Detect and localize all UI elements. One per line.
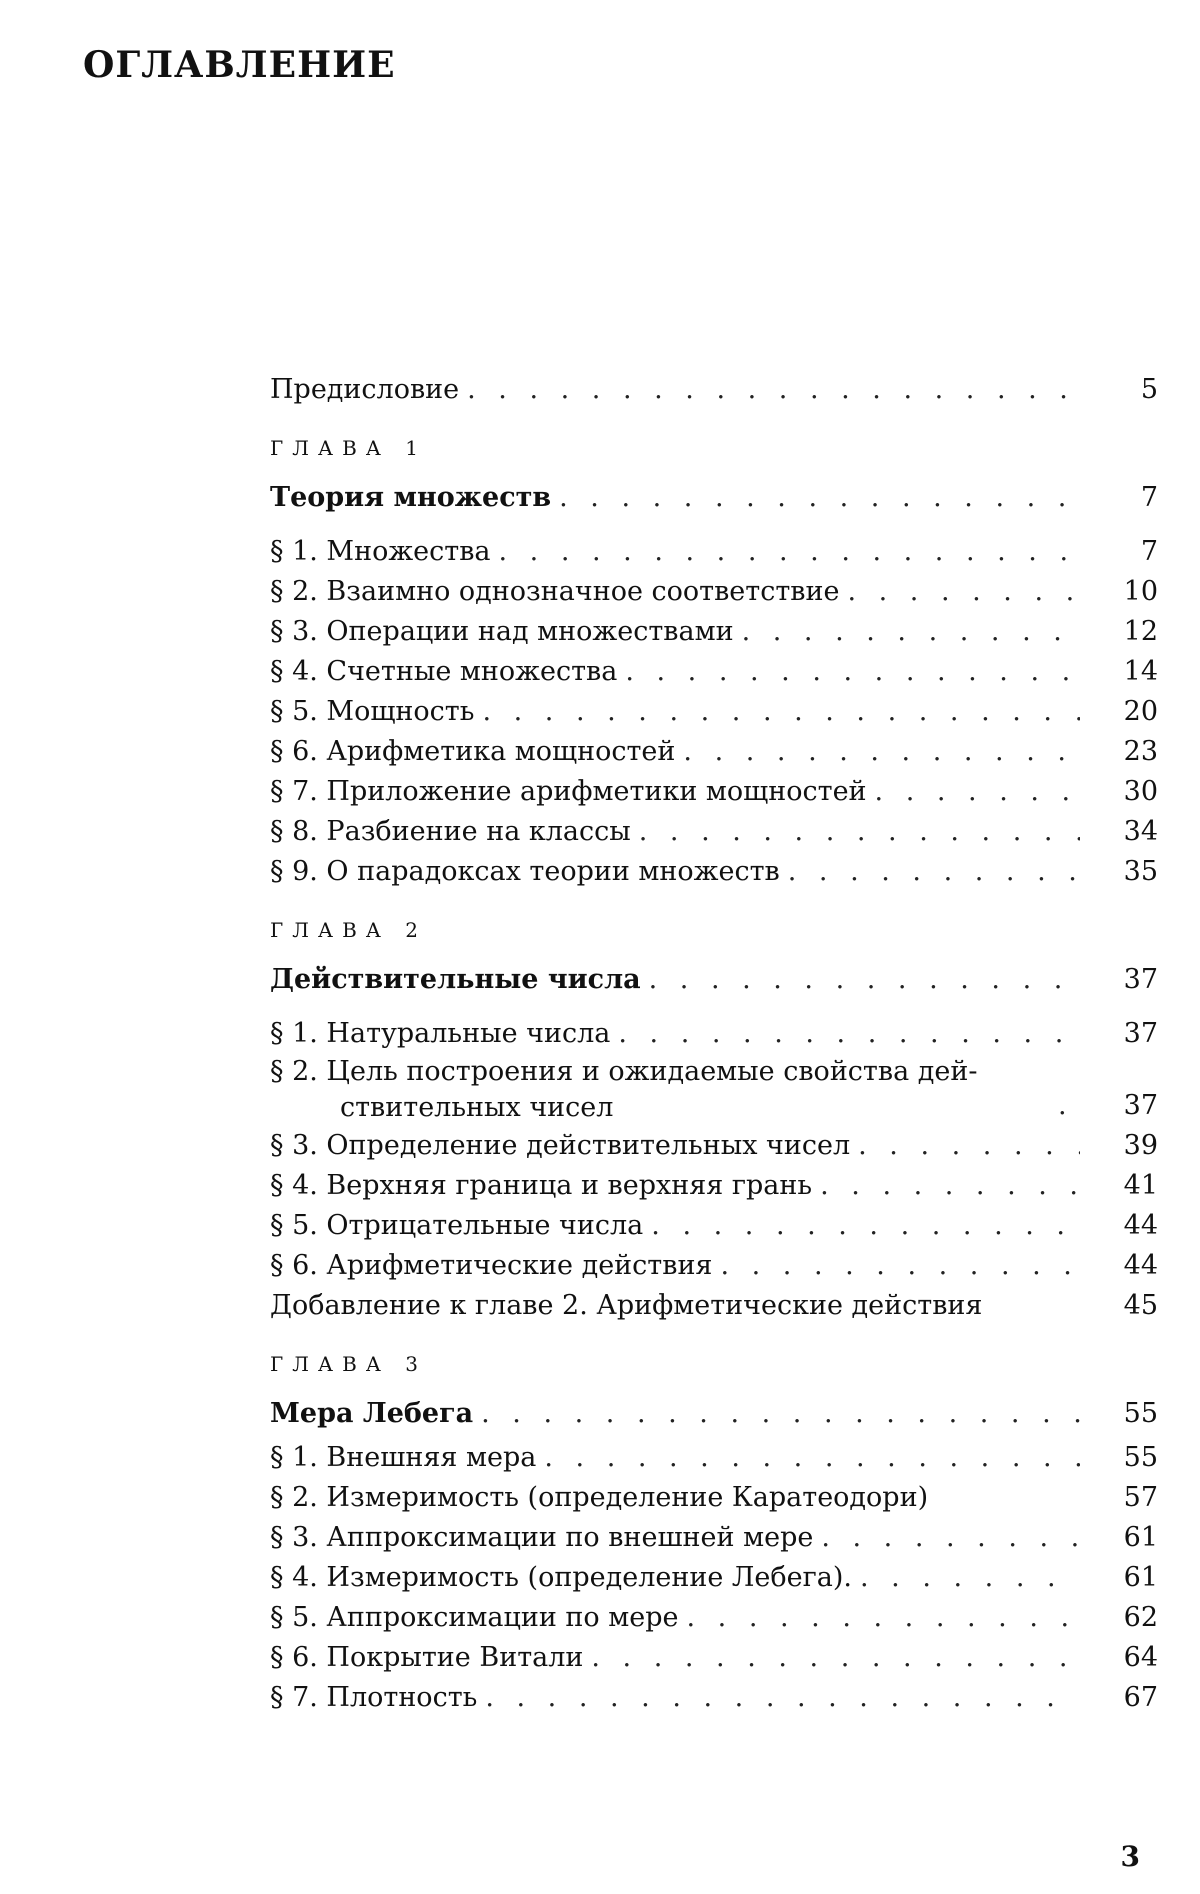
- toc-entry-page: 41: [1123, 1170, 1158, 1201]
- page-title: ОГЛАВЛЕНИЕ: [83, 44, 396, 86]
- chapter-title-page: 7: [1140, 482, 1158, 513]
- toc-entry-page: 67: [1123, 1682, 1158, 1713]
- toc-entry-page: 7: [1140, 536, 1158, 567]
- toc-entry: [270, 1246, 1158, 1286]
- toc-entry-label: § 1. Множества: [270, 536, 491, 567]
- toc-entry-label: § 2. Измеримость (определение Каратеодори): [270, 1482, 929, 1513]
- toc-entry: [270, 1286, 1158, 1326]
- toc-entry-label: § 4. Счетные множества: [270, 656, 618, 687]
- toc-entry-label: § 5. Аппроксимации по мере: [270, 1602, 679, 1633]
- dot-leader: [559, 478, 1080, 518]
- toc-entry-label: § 9. О парадоксах теории множеств: [270, 856, 780, 887]
- toc-entry-page: 39: [1123, 1130, 1158, 1161]
- toc-entry-page: 61: [1123, 1562, 1158, 1593]
- toc-entry-label: [270, 1054, 1050, 1126]
- chapter-title: [270, 478, 1158, 518]
- chapter-title-label: Теория множеств: [270, 482, 552, 513]
- table-of-contents: [270, 370, 1158, 1718]
- toc-entry-page: 44: [1123, 1210, 1158, 1241]
- toc-entry-page: 23: [1123, 736, 1158, 767]
- dot-leader: [720, 1246, 1080, 1286]
- chapter-tag: ГЛАВА 3: [270, 1352, 428, 1376]
- toc-entry-label: § 8. Разбиение на классы: [270, 816, 631, 847]
- toc-entry: [270, 1014, 1158, 1054]
- toc-entry-page: 20: [1123, 696, 1158, 727]
- toc-entry-page: 44: [1123, 1250, 1158, 1281]
- dot-leader: [742, 612, 1080, 652]
- toc-entry: [270, 652, 1158, 692]
- toc-entry: [270, 692, 1158, 732]
- toc-entry-label: § 1. Внешняя мера: [270, 1442, 537, 1473]
- dot-leader: [651, 1206, 1080, 1246]
- chapter-title: [270, 960, 1158, 1000]
- toc-entry-label: § 3. Операции над множествами: [270, 616, 734, 647]
- dot-leader: [858, 1126, 1080, 1166]
- toc-entry-label: Добавление к главе 2. Арифметические действия: [270, 1290, 983, 1321]
- dot-leader: [1058, 1086, 1080, 1126]
- toc-entry: [270, 1126, 1158, 1166]
- toc-entry-page: 10: [1123, 576, 1158, 607]
- dot-leader: [618, 1014, 1080, 1054]
- toc-entry-label: § 4. Верхняя граница и верхняя грань: [270, 1170, 813, 1201]
- dot-leader: [544, 1438, 1080, 1478]
- toc-entry-page: 37: [1123, 1090, 1158, 1121]
- toc-entry: [270, 852, 1158, 892]
- toc-entry-page: 62: [1123, 1602, 1158, 1633]
- toc-entry: [270, 532, 1158, 572]
- dot-leader: [591, 1638, 1080, 1678]
- toc-entry-label: § 3. Определение действительных чисел: [270, 1130, 851, 1161]
- toc-entry: [270, 1206, 1158, 1246]
- toc-entry: [270, 1478, 1158, 1518]
- toc-entry-label-line1: § 2. Цель построения и ожидаемые свойства дей-: [270, 1056, 978, 1087]
- toc-entry: [270, 1166, 1158, 1206]
- toc-entry-label: § 6. Покрытие Витали: [270, 1642, 584, 1673]
- toc-entry: [270, 1598, 1158, 1638]
- toc-entry-page: 14: [1123, 656, 1158, 687]
- toc-entry: [270, 812, 1158, 852]
- toc-entry-label: § 7. Плотность: [270, 1682, 478, 1713]
- toc-entry-page: 12: [1123, 616, 1158, 647]
- toc-entry-label-line2: ствительных чисел: [340, 1092, 614, 1123]
- toc-entry-preface: [270, 370, 1158, 410]
- toc-entry: [270, 1054, 1158, 1126]
- toc-entry-label: § 3. Аппроксимации по внешней мере: [270, 1522, 814, 1553]
- toc-entry-label: Предисловие: [270, 374, 460, 405]
- dot-leader: [625, 652, 1080, 692]
- toc-entry-page: 64: [1123, 1642, 1158, 1673]
- toc-entry: [270, 1678, 1158, 1718]
- toc-entry-page: 57: [1123, 1482, 1158, 1513]
- chapter-tag: ГЛАВА 2: [270, 918, 428, 942]
- dot-leader: [788, 852, 1080, 892]
- toc-entry-page: 34: [1123, 816, 1158, 847]
- dot-leader: [875, 772, 1080, 812]
- toc-entry-page: 35: [1123, 856, 1158, 887]
- dot-leader: [467, 370, 1080, 410]
- dot-leader: [481, 1394, 1080, 1434]
- dot-leader: [820, 1166, 1080, 1206]
- dot-leader: [687, 1598, 1080, 1638]
- toc-entry-label: § 5. Мощность: [270, 696, 475, 727]
- dot-leader: [847, 572, 1080, 612]
- dot-leader: [639, 812, 1080, 852]
- toc-entry: [270, 612, 1158, 652]
- toc-entry-label: § 5. Отрицательные числа: [270, 1210, 644, 1241]
- toc-entry-page: 45: [1123, 1290, 1158, 1321]
- chapter-title-page: 55: [1123, 1398, 1158, 1429]
- dot-leader: [499, 532, 1081, 572]
- chapter-title: [270, 1394, 1158, 1434]
- toc-entry-page: 61: [1123, 1522, 1158, 1553]
- toc-entry: [270, 1558, 1158, 1598]
- dot-leader: [649, 960, 1080, 1000]
- toc-entry: [270, 772, 1158, 812]
- chapter-title-page: 37: [1123, 964, 1158, 995]
- toc-entry-label: § 7. Приложение арифметики мощностей: [270, 776, 867, 807]
- toc-entry-page: 30: [1123, 776, 1158, 807]
- page-number: 3: [1120, 1840, 1140, 1873]
- toc-entry: [270, 1438, 1158, 1478]
- toc-entry: [270, 732, 1158, 772]
- dot-leader: [482, 692, 1080, 732]
- toc-entry-label: § 2. Взаимно однозначное соответствие: [270, 576, 840, 607]
- chapter-title-label: Действительные числа: [270, 964, 641, 995]
- toc-entry-label: § 4. Измеримость (определение Лебега).: [270, 1562, 852, 1593]
- toc-entry-label: § 1. Натуральные числа: [270, 1018, 611, 1049]
- dot-leader: [860, 1558, 1080, 1598]
- dot-leader: [485, 1678, 1080, 1718]
- dot-leader: [683, 732, 1080, 772]
- toc-entry-label: § 6. Арифметика мощностей: [270, 736, 676, 767]
- toc-entry: [270, 572, 1158, 612]
- toc-entry-page: 55: [1123, 1442, 1158, 1473]
- chapter-title-label: Мера Лебега: [270, 1398, 474, 1429]
- toc-entry: [270, 1518, 1158, 1558]
- toc-entry: [270, 1638, 1158, 1678]
- toc-entry-label: § 6. Арифметические действия: [270, 1250, 713, 1281]
- toc-entry-page: 5: [1140, 374, 1158, 405]
- toc-entry-page: 37: [1123, 1018, 1158, 1049]
- chapter-tag: ГЛАВА 1: [270, 436, 428, 460]
- dot-leader: [821, 1518, 1080, 1558]
